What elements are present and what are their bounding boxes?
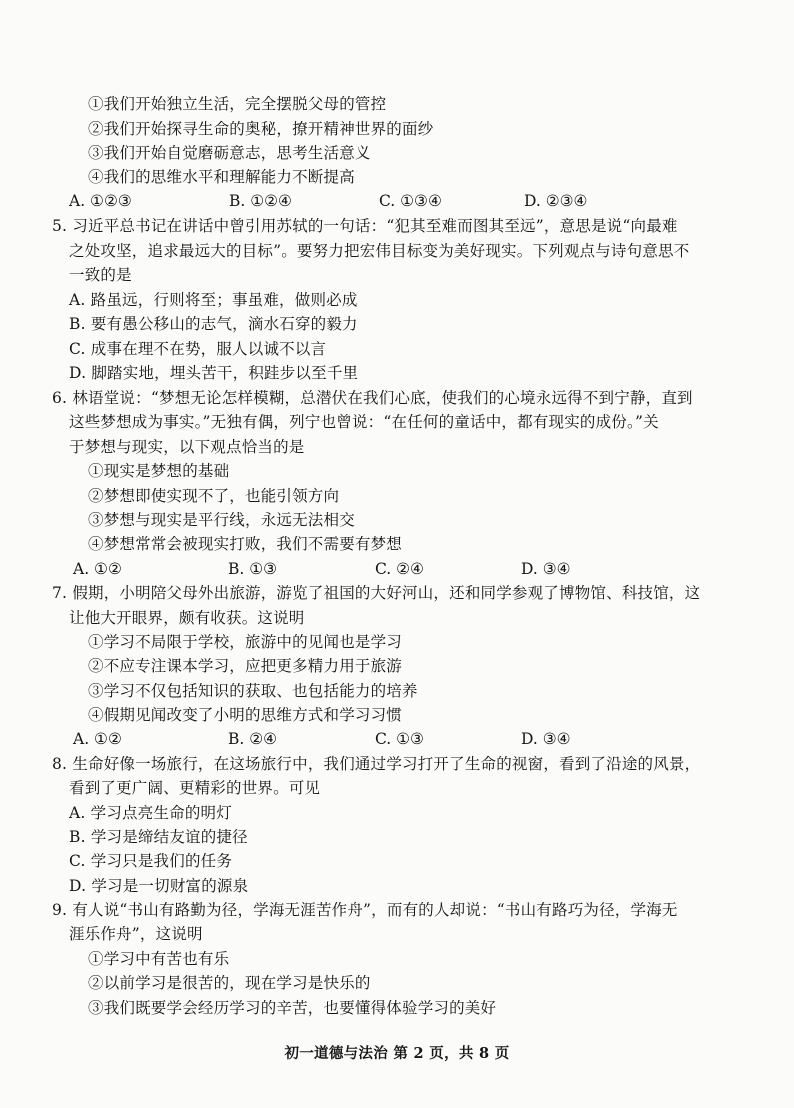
q6-option-c: C. ②④: [375, 560, 424, 578]
q6-stem-line-2: 这些梦想成为事实。”无独有偶，列宁也曾说：“在任何的童话中，都有现实的成份。”关: [69, 413, 659, 431]
q4-option-a: A. ①②③: [69, 192, 132, 210]
q8-stem-line-1: 8. 生命好像一场旅行，在这场旅行中，我们通过学习打开了生命的视窗，看到了沿途的风景，: [52, 755, 701, 773]
q6-item-3: ③梦想与现实是平行线，永远无法相交: [88, 511, 355, 529]
q5-choice-d: D. 脚踏实地，埋头苦干，积跬步以至千里: [69, 364, 359, 382]
q6-item-2: ②梦想即使实现不了，也能引领方向: [88, 487, 340, 505]
q6-option-a: A. ①②: [73, 560, 122, 578]
q4-item-4: ④我们的思维水平和理解能力不断提高: [88, 168, 355, 186]
q9-item-1: ①学习中有苦也有乐: [88, 950, 230, 968]
q8-stem-line-2: 看到了更广阔、更精彩的世界。可见: [69, 779, 321, 797]
q7-item-2: ②不应专注课本学习，应把更多精力用于旅游: [88, 657, 403, 675]
q7-option-b: B. ②④: [228, 730, 278, 748]
q8-choice-a: A. 学习点亮生命的明灯: [69, 804, 232, 822]
q6-option-b: B. ①③: [228, 560, 278, 578]
q7-option-a: A. ①②: [73, 730, 122, 748]
q7-item-1: ①学习不局限于学校，旅游中的见闻也是学习: [88, 633, 403, 651]
q7-item-3: ③学习不仅包括知识的获取、也包括能力的培养: [88, 682, 418, 700]
q9-item-2: ②以前学习是很苦的，现在学习是快乐的: [88, 974, 371, 992]
q7-item-4: ④假期见闻改变了小明的思维方式和学习习惯: [88, 706, 403, 724]
q5-stem-line-1: 5. 习近平总书记在讲话中曾引用苏轼的一句话：“犯其至难而图其至远”，意思是说“向最难: [52, 217, 678, 235]
q8-choice-c: C. 学习只是我们的任务: [69, 852, 233, 870]
q6-item-4: ④梦想常常会被现实打败，我们不需要有梦想: [88, 535, 403, 553]
q7-stem-line-1: 7. 假期，小明陪父母外出旅游，游览了祖国的大好河山，还和同学参观了博物馆、科技馆，这: [52, 584, 701, 602]
q5-choice-c: C. 成事在理不在势，服人以诚不以言: [69, 340, 327, 358]
q5-choice-a: A. 路虽远，行则将至；事虽难，做则必成: [69, 291, 358, 309]
page-footer: 初一道德与法治 第 2 页，共 8 页: [284, 1045, 510, 1062]
q4-item-2: ②我们开始探寻生命的奥秘，撩开精神世界的面纱: [88, 120, 434, 138]
q9-item-3: ③我们既要学会经历学习的辛苦，也要懂得体验学习的美好: [88, 999, 497, 1017]
q6-stem-line-1: 6. 林语堂说：“梦想无论怎样模糊，总潜伏在我们心底，使我们的心境永远得不到宁静，直到: [52, 389, 693, 407]
q7-stem-line-2: 让他大开眼界，颇有收获。这说明: [69, 609, 305, 627]
q4-item-3: ③我们开始自觉磨砺意志，思考生活意义: [88, 144, 371, 162]
q6-option-d: D. ③④: [521, 560, 571, 578]
q4-option-b: B. ①②④: [229, 192, 292, 210]
q7-option-c: C. ①③: [375, 730, 424, 748]
q8-choice-b: B. 学习是缔结友谊的捷径: [69, 828, 248, 846]
q6-item-1: ①现实是梦想的基础: [88, 462, 230, 480]
q5-stem-line-3: 一致的是: [69, 266, 132, 284]
q5-choice-b: B. 要有愚公移山的志气，滴水石穿的毅力: [69, 315, 358, 333]
q7-option-d: D. ③④: [521, 730, 571, 748]
q8-choice-d: D. 学习是一切财富的源泉: [69, 877, 249, 895]
q4-option-d: D. ②③④: [524, 192, 588, 210]
q4-item-1: ①我们开始独立生活，完全摆脱父母的管控: [88, 95, 387, 113]
q9-stem-line-2: 涯乐作舟”，这说明: [69, 925, 203, 943]
q4-option-c: C. ①③④: [379, 192, 442, 210]
q6-stem-line-3: 于梦想与现实，以下观点恰当的是: [69, 438, 305, 456]
q5-stem-line-2: 之处攻坚，追求最远大的目标”。要努力把宏伟目标变为美好现实。下列观点与诗句意思不: [69, 242, 690, 260]
q9-stem-line-1: 9. 有人说“书山有路勤为径，学海无涯苦作舟”，而有的人却说：“书山有路巧为径，学海无: [52, 901, 678, 919]
